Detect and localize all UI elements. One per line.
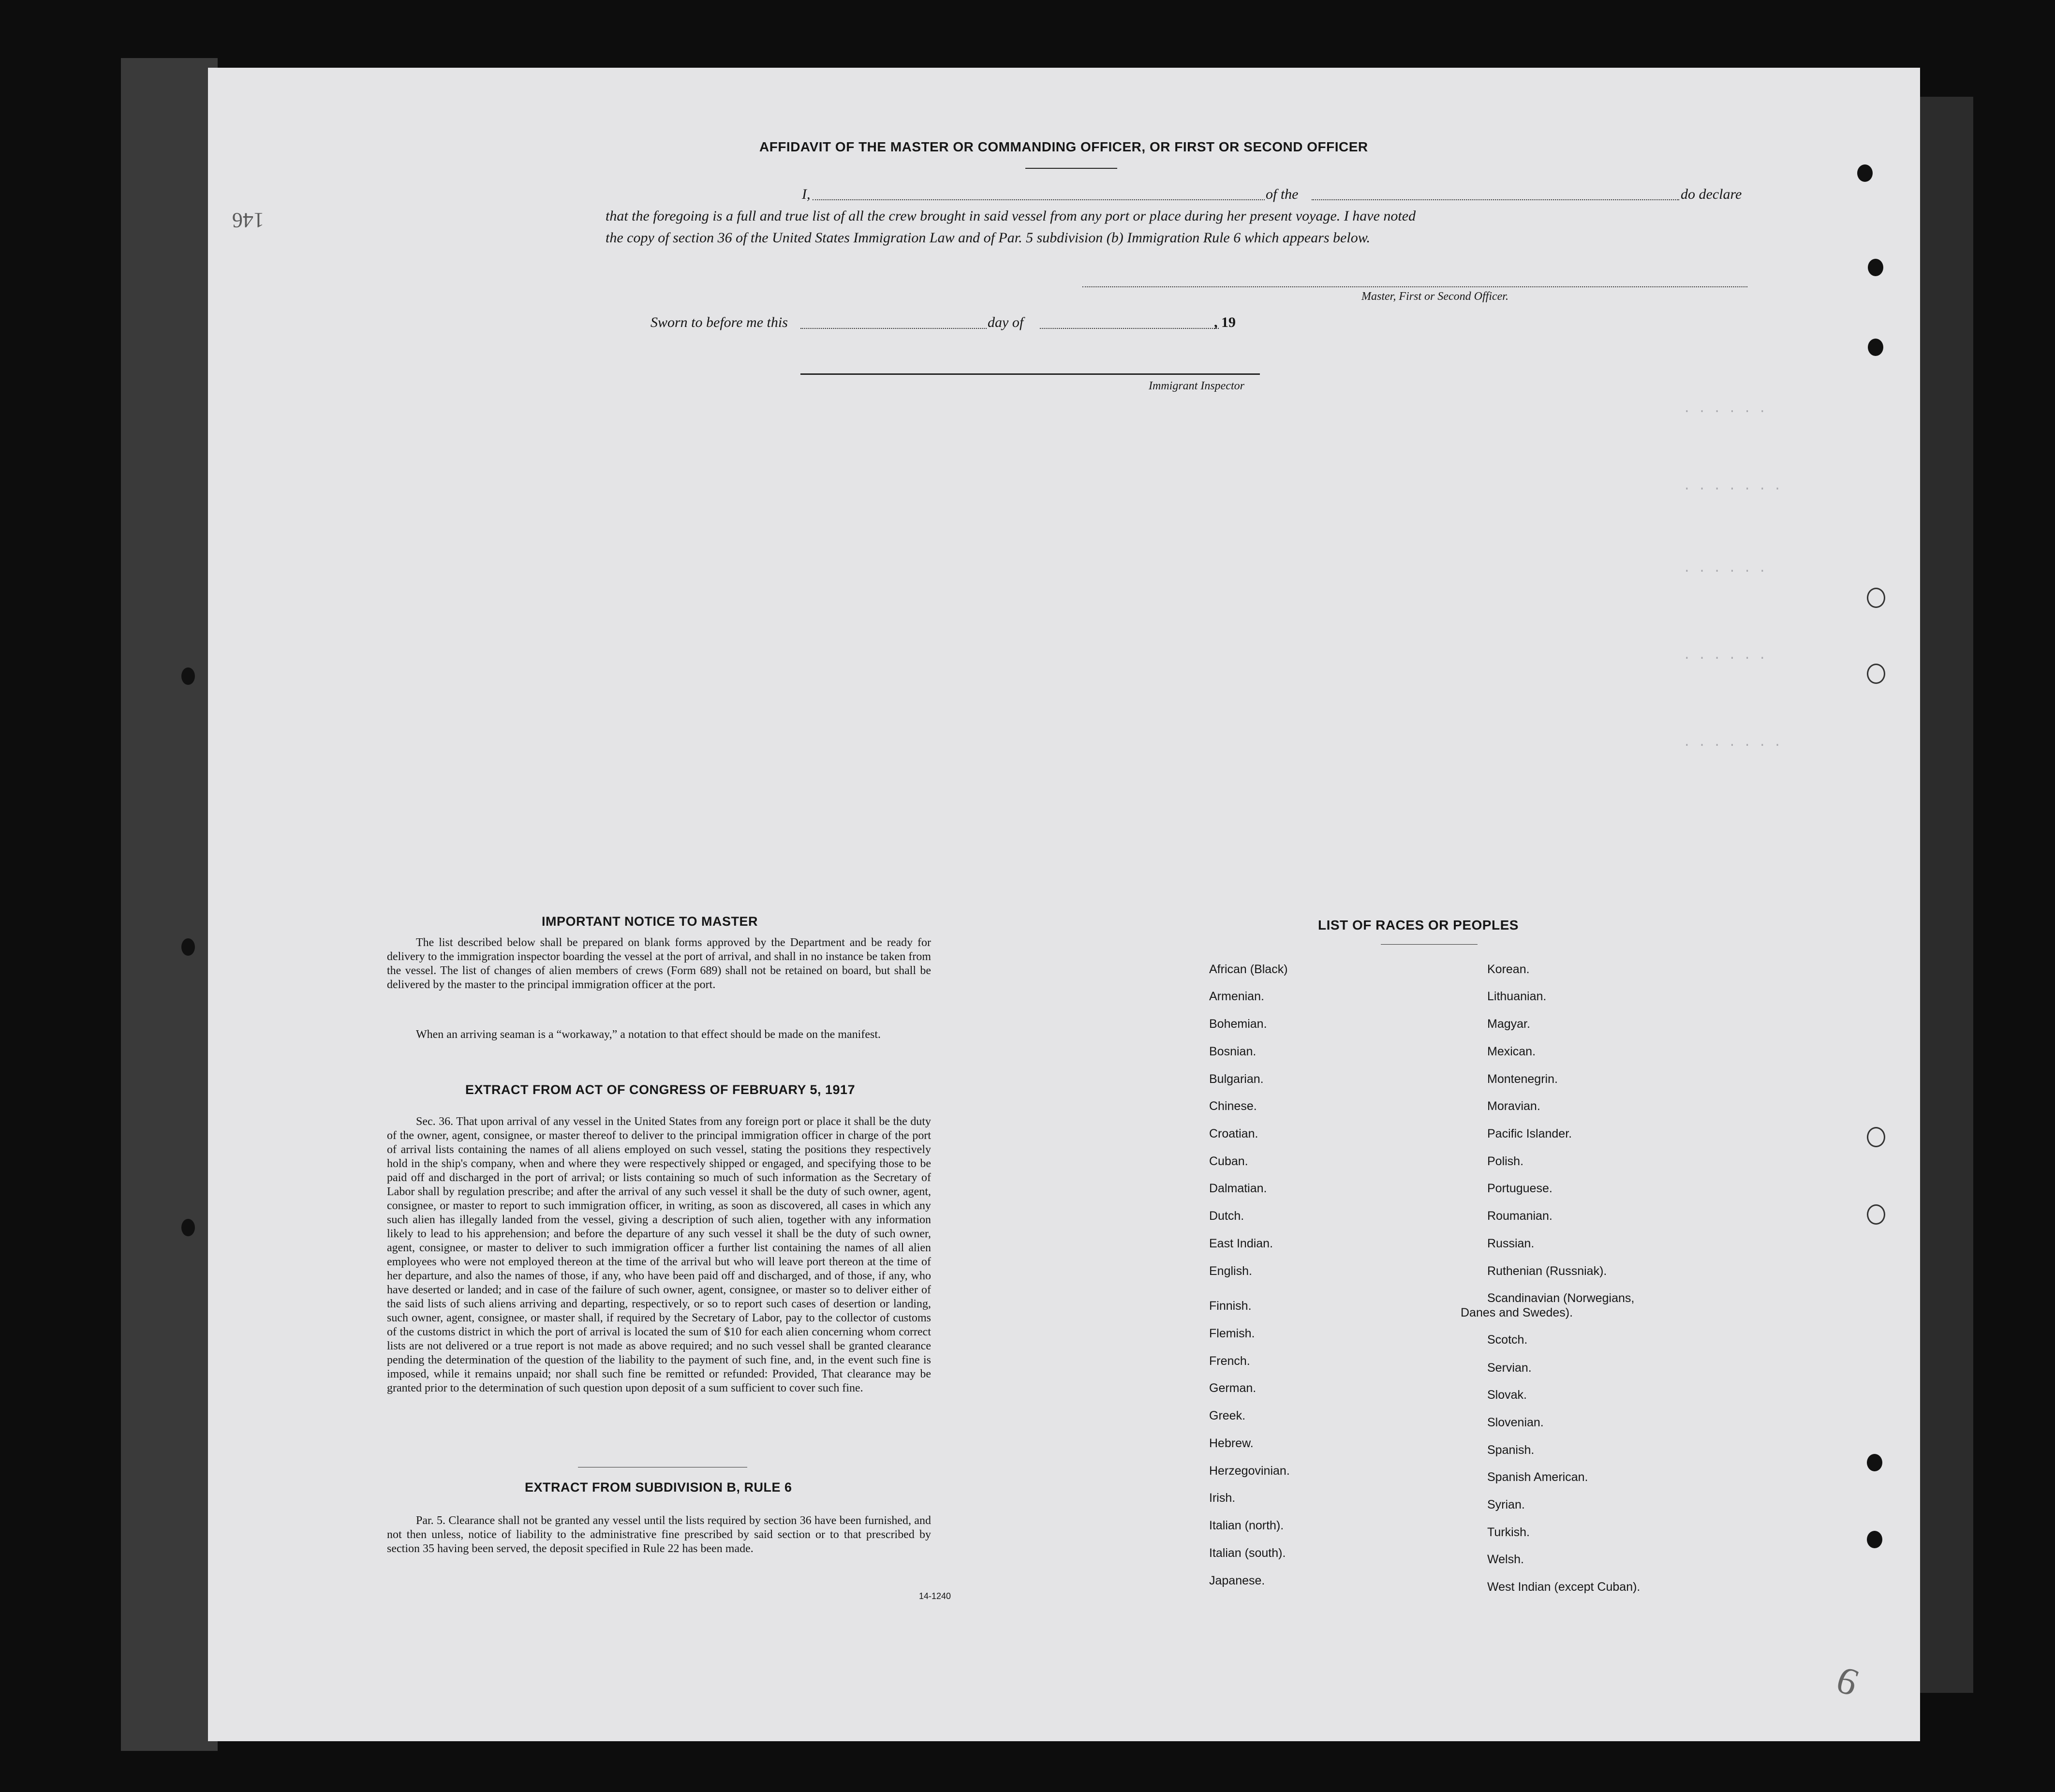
punch-hole [181, 667, 195, 685]
race-item: Bulgarian. [1209, 1072, 1264, 1086]
bleed-through-text: . . . . . . [1683, 401, 1766, 416]
inspector-signature-line[interactable] [800, 373, 1260, 375]
race-item: Spanish American. [1487, 1470, 1588, 1484]
race-item: Moravian. [1487, 1099, 1540, 1113]
race-item: Montenegrin. [1487, 1072, 1558, 1086]
race-item: Dutch. [1209, 1209, 1244, 1223]
punch-hole [1867, 664, 1885, 684]
race-item: Slovenian. [1487, 1416, 1544, 1429]
race-item: Chinese. [1209, 1099, 1257, 1113]
race-item: Croatian. [1209, 1127, 1258, 1140]
race-item: Dalmatian. [1209, 1182, 1267, 1195]
race-item: Polish. [1487, 1155, 1524, 1168]
race-item: Lithuanian. [1487, 990, 1547, 1003]
vessel-blank[interactable] [1312, 199, 1679, 200]
race-item: Russian. [1487, 1237, 1535, 1250]
race-item: East Indian. [1209, 1237, 1273, 1250]
race-item: Danes and Swedes). [1461, 1306, 1573, 1319]
extract-act-title: EXTRACT FROM ACT OF CONGRESS OF FEBRUARY 5, 1917 [465, 1082, 856, 1097]
race-item: Italian (south). [1209, 1546, 1286, 1560]
corner-handwritten-mark: 9 [1831, 1658, 1864, 1705]
race-item: French. [1209, 1354, 1250, 1368]
punch-hole [1867, 1204, 1885, 1225]
sworn-month-blank[interactable] [1040, 328, 1219, 329]
sworn-date-blank[interactable] [800, 328, 987, 329]
race-item: Mexican. [1487, 1045, 1536, 1058]
races-title-underline [1381, 944, 1478, 945]
affidavit-line2: that the foregoing is a full and true list of all the crew brought in said vessel from any port or place during her present voyage. I have noted [606, 208, 1416, 224]
race-item: West Indian (except Cuban). [1487, 1580, 1641, 1594]
race-item: Irish. [1209, 1491, 1236, 1505]
race-item: Ruthenian (Russniak). [1487, 1264, 1607, 1278]
race-item: Bosnian. [1209, 1045, 1257, 1058]
bleed-through-text: . . . . . . . [1683, 735, 1781, 750]
notice-para2: When an arriving seaman is a “workaway,” a notation to that effect should be made on the manifest. [416, 1028, 881, 1041]
race-item: English. [1209, 1264, 1252, 1278]
race-item: Finnish. [1209, 1299, 1252, 1313]
race-item: Slovak. [1487, 1388, 1527, 1402]
affidavit-line3: the copy of section 36 of the United States Immigration Law and of Par. 5 subdivision (b) Immigration Rule 6 which appears below. [606, 230, 1370, 246]
punch-hole [1868, 339, 1883, 356]
underlying-page-edge [121, 58, 218, 1751]
inspector-label: Immigrant Inspector [1149, 380, 1244, 392]
name-blank[interactable] [813, 199, 1265, 200]
race-item: Pacific Islander. [1487, 1127, 1572, 1140]
race-item: Portuguese. [1487, 1182, 1552, 1195]
punch-hole [1867, 588, 1885, 608]
affidavit-line1-mid: of the [1266, 186, 1299, 202]
bleed-through-text: . . . . . . [1683, 561, 1766, 576]
signature-label: Master, First or Second Officer. [1361, 290, 1508, 303]
signature-blank[interactable] [1082, 286, 1747, 287]
race-item: Flemish. [1209, 1327, 1255, 1340]
extract-rule-title: EXTRACT FROM SUBDIVISION B, RULE 6 [525, 1480, 792, 1495]
bleed-through-text: . . . . . . [1683, 648, 1766, 663]
race-item: Japanese. [1209, 1574, 1265, 1587]
race-item: German. [1209, 1381, 1257, 1395]
race-item: Servian. [1487, 1361, 1532, 1375]
race-item: Italian (north). [1209, 1519, 1284, 1532]
race-item: Herzegovinian. [1209, 1464, 1290, 1478]
bleed-through-text: . . . . . . . [1683, 479, 1781, 493]
punch-hole [1867, 1531, 1882, 1548]
races-title: LIST OF RACES OR PEOPLES [1318, 918, 1519, 933]
extract-rule-text: Par. 5. Clearance shall not be granted any vessel until the lists required by section 36 have been furnished, and not then unless, notice of liability to the administrative fine prescribed by said section or to that prescribed by section 35 having been served, the deposit specified in Rule 22 has been made. [387, 1514, 931, 1555]
margin-note: 146 [232, 208, 264, 232]
notice-title: IMPORTANT NOTICE TO MASTER [542, 914, 758, 929]
race-item: Scotch. [1487, 1333, 1528, 1347]
race-item: Cuban. [1209, 1155, 1248, 1168]
race-item: Korean. [1487, 963, 1530, 976]
race-item: Syrian. [1487, 1498, 1525, 1511]
punch-hole [1868, 259, 1883, 276]
document-page [208, 68, 1920, 1741]
affidavit-line1-suffix: do declare [1681, 186, 1742, 202]
race-item: Welsh. [1487, 1553, 1524, 1566]
punch-hole [181, 1219, 195, 1236]
punch-hole [1857, 164, 1873, 182]
sworn-year: , 19 [1214, 314, 1236, 330]
race-item: Scandinavian (Norwegians, [1487, 1291, 1635, 1305]
race-item: Armenian. [1209, 990, 1264, 1003]
race-item: Bohemian. [1209, 1017, 1267, 1031]
race-item: Hebrew. [1209, 1437, 1254, 1450]
affidavit-line1-prefix: I, [802, 186, 811, 202]
notice-para1: The list described below shall be prepared on blank forms approved by the Department and be ready for delivery to the immigration inspector boarding the vessel at the port of arrival, and shall in no instance be taken from the vessel. The list of changes of alien members of crews (Form 689) shall not be retained on board, but shall be delivered by the master to the principal immigration officer at the port. [387, 936, 931, 991]
race-item: Magyar. [1487, 1017, 1530, 1031]
race-item: Spanish. [1487, 1443, 1535, 1457]
form-number: 14-1240 [919, 1591, 951, 1601]
extract-act-text: Sec. 36. That upon arrival of any vessel in the United States from any foreign port or place it shall be the duty of the owner, agent, consignee, or master thereof to deliver to the principal immigration officer in charge of the port of arrival lists containing the names of all aliens employed on such vessel, stating the positions they respectively hold in the ship's company, when and where they were respectively shipped or engaged, and specifying those to be paid off and discharged in the port of arrival; or lists containing so much of such information as the Secretary of Labor shall by regulation prescribe; and after the arrival of any such vessel it shall be the duty of such owner, agent, consignee, or master to report to such immigration officer, in writing, as soon as discovered, all cases in which any such alien has illegally landed from the vessel, giving a description of such alien, together with any information likely to lead to his apprehension; and before the departure of any such vessel it shall be the duty of such owner, agent, consignee, or master to deliver to such immigration officer a further list containing the names of all alien employees who were not employed thereon at the time of the arrival but who will leave port thereon at the time of her departure, and also the names of those, if any, who have been paid off and discharged, and of those, if any, who have deserted or landed; and in case of the failure of such owner, agent, consignee, or master so to deliver either of the said lists of such aliens arriving and departing, respectively, or so to report such cases of desertion or landing, such owner, agent, consignee, or master shall, if required by the Secretary of Labor, pay to the collector of customs of the customs district in which the port of arrival is located the sum of $10 for each alien concerning whom correct lists are not delivered or a true report is not made as above required; and no such vessel shall be granted clearance pending the determination of the question of the liability to the payment of such fine, and, in the event such fine is imposed, while it remains unpaid; nor shall such fine be remitted or refunded: Provided, That clearance may be granted prior to the determination of such question upon deposit of a sum sufficient to cover such fine. [387, 1115, 931, 1394]
race-item: African (Black) [1209, 963, 1288, 976]
sworn-prefix: Sworn to before me this [651, 314, 788, 330]
affidavit-title: AFFIDAVIT OF THE MASTER OR COMMANDING OFFICER, OR FIRST OR SECOND OFFICER [759, 139, 1368, 154]
sworn-day: day of [988, 314, 1024, 330]
race-item: Turkish. [1487, 1525, 1530, 1539]
punch-hole [181, 938, 195, 956]
race-item: Greek. [1209, 1409, 1246, 1422]
underlying-page-edge [1915, 97, 1973, 1693]
race-item: Roumanian. [1487, 1209, 1552, 1223]
punch-hole [1867, 1454, 1882, 1471]
title-underline [1025, 168, 1117, 169]
punch-hole [1867, 1127, 1885, 1147]
